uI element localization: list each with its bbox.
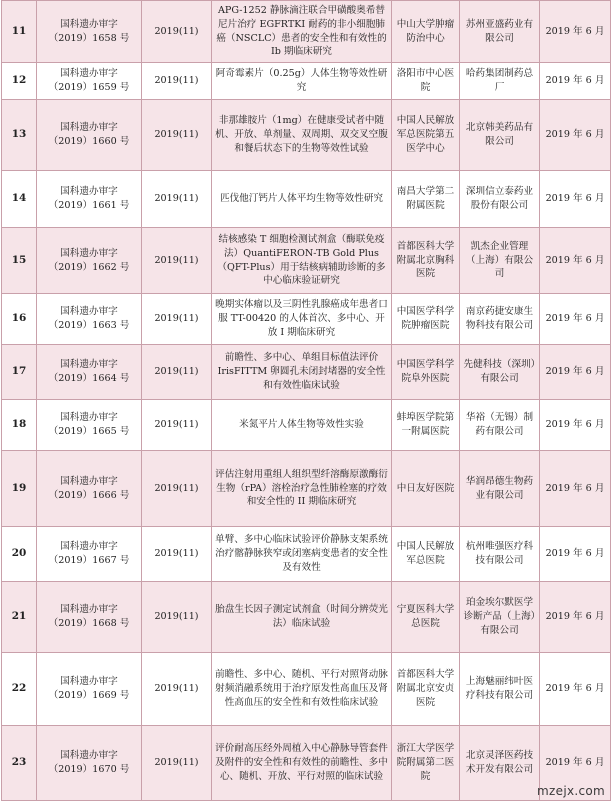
research-site: 宁夏医科大学总医院 bbox=[392, 582, 460, 653]
project-title: 前瞻性、多中心、单组目标值法评价 IrisFITTM 卵圆孔未闭封堵器的安全性和有效性临床试验 bbox=[212, 345, 392, 400]
table-row bbox=[2, 582, 611, 653]
project-title: 评价耐高压经外周植入中心静脉导管套件及附件的安全性和有效性的前瞻性、多中心、随机、开放、平行对照的临床试验 bbox=[212, 726, 392, 801]
table-row bbox=[2, 1, 611, 63]
batch-number: 2019(11) bbox=[142, 451, 212, 527]
project-title: 单臂、多中心临床试验评价静脉支架系统治疗髂静脉狭窄或闭塞病变患者的安全性及有效性 bbox=[212, 527, 392, 582]
research-site: 中国人民解放军总医院 bbox=[392, 527, 460, 582]
table-row bbox=[2, 100, 611, 171]
approval-document-number: 国科遗办审字 （2019）1670 号 bbox=[37, 726, 142, 801]
project-title: 结核感染 T 细胞检测试剂盒（酶联免疫法）QuantiFERON-TB Gold Plus（QFT-Plus）用于结核病辅助诊断的多中心临床验证研究 bbox=[212, 228, 392, 294]
batch-number: 2019(11) bbox=[142, 171, 212, 228]
watermark: mzejx.com bbox=[537, 784, 605, 798]
approval-date: 2019 年 6 月 bbox=[540, 345, 611, 400]
approval-document-number: 国科遗办审字 （2019）1666 号 bbox=[37, 451, 142, 527]
research-site: 首都医科大学附属北京安贞医院 bbox=[392, 653, 460, 726]
approval-document-number: 国科遗办审字 （2019）1661 号 bbox=[37, 171, 142, 228]
approval-document-number: 国科遗办审字 （2019）1665 号 bbox=[37, 400, 142, 451]
row-number: 23 bbox=[2, 726, 37, 801]
sponsor-company: 珀金埃尔默医学诊断产品（上海）有限公司 bbox=[460, 582, 540, 653]
batch-number: 2019(11) bbox=[142, 582, 212, 653]
row-number: 21 bbox=[2, 582, 37, 653]
table-body bbox=[2, 1, 611, 801]
approval-date: 2019 年 6 月 bbox=[540, 228, 611, 294]
approval-date: 2019 年 6 月 bbox=[540, 726, 611, 801]
research-site: 中国人民解放军总医院第五医学中心 bbox=[392, 100, 460, 171]
sponsor-company: 苏州亚盛药业有限公司 bbox=[460, 1, 540, 63]
approval-document-number: 国科遗办审字 （2019）1659 号 bbox=[37, 63, 142, 100]
approval-date: 2019 年 6 月 bbox=[540, 1, 611, 63]
row-number: 20 bbox=[2, 527, 37, 582]
approval-document-number: 国科遗办审字 （2019）1664 号 bbox=[37, 345, 142, 400]
table-row bbox=[2, 228, 611, 294]
project-title: 阿奇霉素片（0.25g）人体生物等效性研究 bbox=[212, 63, 392, 100]
table-row bbox=[2, 726, 611, 801]
approval-document-number: 国科遗办审字 （2019）1667 号 bbox=[37, 527, 142, 582]
batch-number: 2019(11) bbox=[142, 294, 212, 345]
project-title: 米氮平片人体生物等效性实验 bbox=[212, 400, 392, 451]
research-site: 中国医学科学院阜外医院 bbox=[392, 345, 460, 400]
approval-date: 2019 年 6 月 bbox=[540, 527, 611, 582]
project-title: 评估注射用重组人组织型纤溶酶原激酶衍生物（rPA）溶栓治疗急性肺栓塞的疗效和安全性的 II 期临床研究 bbox=[212, 451, 392, 527]
project-title: 胎盘生长因子测定试剂盒（时间分辨荧光法）临床试验 bbox=[212, 582, 392, 653]
batch-number: 2019(11) bbox=[142, 400, 212, 451]
table-row bbox=[2, 400, 611, 451]
sponsor-company: 北京灵泽医药技术开发有限公司 bbox=[460, 726, 540, 801]
project-title: 晚期实体瘤以及三阴性乳腺癌成年患者口服 TT-00420 的人体首次、多中心、开放 I 期临床研究 bbox=[212, 294, 392, 345]
table-row bbox=[2, 653, 611, 726]
sponsor-company: 华裕（无锡）制药有限公司 bbox=[460, 400, 540, 451]
sponsor-company: 华润昂德生物药业有限公司 bbox=[460, 451, 540, 527]
sponsor-company: 先健科技（深圳）有限公司 bbox=[460, 345, 540, 400]
sponsor-company: 杭州唯强医疗科技有限公司 bbox=[460, 527, 540, 582]
batch-number: 2019(11) bbox=[142, 345, 212, 400]
project-title: APG-1252 静脉滴注联合甲磺酸奥希替尼片治疗 EGFRTKI 耐药的非小细胞肺癌（NSCLC）患者的安全性和有效性的 Ib 期临床研究 bbox=[212, 1, 392, 63]
sponsor-company: 凯杰企业管理（上海）有限公司 bbox=[460, 228, 540, 294]
research-site: 浙江大学医学院附属第二医院 bbox=[392, 726, 460, 801]
batch-number: 2019(11) bbox=[142, 228, 212, 294]
sponsor-company: 深圳信立泰药业股份有限公司 bbox=[460, 171, 540, 228]
research-site: 首都医科大学附属北京胸科医院 bbox=[392, 228, 460, 294]
research-site: 中日友好医院 bbox=[392, 451, 460, 527]
table-row bbox=[2, 527, 611, 582]
row-number: 17 bbox=[2, 345, 37, 400]
research-site: 南昌大学第二附属医院 bbox=[392, 171, 460, 228]
research-site: 蚌埠医学院第一附属医院 bbox=[392, 400, 460, 451]
approval-table bbox=[1, 0, 611, 801]
sponsor-company: 南京药捷安康生物科技有限公司 bbox=[460, 294, 540, 345]
sponsor-company: 哈药集团制药总厂 bbox=[460, 63, 540, 100]
approval-document-number: 国科遗办审字 （2019）1663 号 bbox=[37, 294, 142, 345]
table-row bbox=[2, 451, 611, 527]
approval-document-number: 国科遗办审字 （2019）1669 号 bbox=[37, 653, 142, 726]
row-number: 16 bbox=[2, 294, 37, 345]
approval-date: 2019 年 6 月 bbox=[540, 63, 611, 100]
research-site: 中国医学科学院肿瘤医院 bbox=[392, 294, 460, 345]
row-number: 12 bbox=[2, 63, 37, 100]
approval-date: 2019 年 6 月 bbox=[540, 400, 611, 451]
research-site: 中山大学肿瘤防治中心 bbox=[392, 1, 460, 63]
batch-number: 2019(11) bbox=[142, 527, 212, 582]
batch-number: 2019(11) bbox=[142, 100, 212, 171]
approval-date: 2019 年 6 月 bbox=[540, 582, 611, 653]
approval-document-number: 国科遗办审字 （2019）1658 号 bbox=[37, 1, 142, 63]
row-number: 18 bbox=[2, 400, 37, 451]
batch-number: 2019(11) bbox=[142, 653, 212, 726]
table-row bbox=[2, 171, 611, 228]
project-title: 前瞻性、多中心、随机、平行对照肾动脉射频消融系统用于治疗原发性高血压及肾性高血压的安全性和有效性临床试验 bbox=[212, 653, 392, 726]
table-row bbox=[2, 294, 611, 345]
project-title: 非那雄胺片（1mg）在健康受试者中随机、开放、单剂量、双周期、双交叉空腹和餐后状态下的生物等效性试验 bbox=[212, 100, 392, 171]
approval-date: 2019 年 6 月 bbox=[540, 451, 611, 527]
project-title: 匹伐他汀钙片人体平均生物等效性研究 bbox=[212, 171, 392, 228]
row-number: 13 bbox=[2, 100, 37, 171]
batch-number: 2019(11) bbox=[142, 726, 212, 801]
batch-number: 2019(11) bbox=[142, 63, 212, 100]
row-number: 14 bbox=[2, 171, 37, 228]
batch-number: 2019(11) bbox=[142, 1, 212, 63]
approval-document-number: 国科遗办审字 （2019）1660 号 bbox=[37, 100, 142, 171]
row-number: 11 bbox=[2, 1, 37, 63]
approval-date: 2019 年 6 月 bbox=[540, 171, 611, 228]
approval-date: 2019 年 6 月 bbox=[540, 294, 611, 345]
row-number: 22 bbox=[2, 653, 37, 726]
sponsor-company: 上海魅丽纬叶医疗科技有限公司 bbox=[460, 653, 540, 726]
sponsor-company: 北京韩美药品有限公司 bbox=[460, 100, 540, 171]
approval-date: 2019 年 6 月 bbox=[540, 653, 611, 726]
research-site: 洛阳市中心医院 bbox=[392, 63, 460, 100]
approval-date: 2019 年 6 月 bbox=[540, 100, 611, 171]
table-row bbox=[2, 63, 611, 100]
approval-document-number: 国科遗办审字 （2019）1662 号 bbox=[37, 228, 142, 294]
approval-document-number: 国科遗办审字 （2019）1668 号 bbox=[37, 582, 142, 653]
row-number: 19 bbox=[2, 451, 37, 527]
row-number: 15 bbox=[2, 228, 37, 294]
table-row bbox=[2, 345, 611, 400]
